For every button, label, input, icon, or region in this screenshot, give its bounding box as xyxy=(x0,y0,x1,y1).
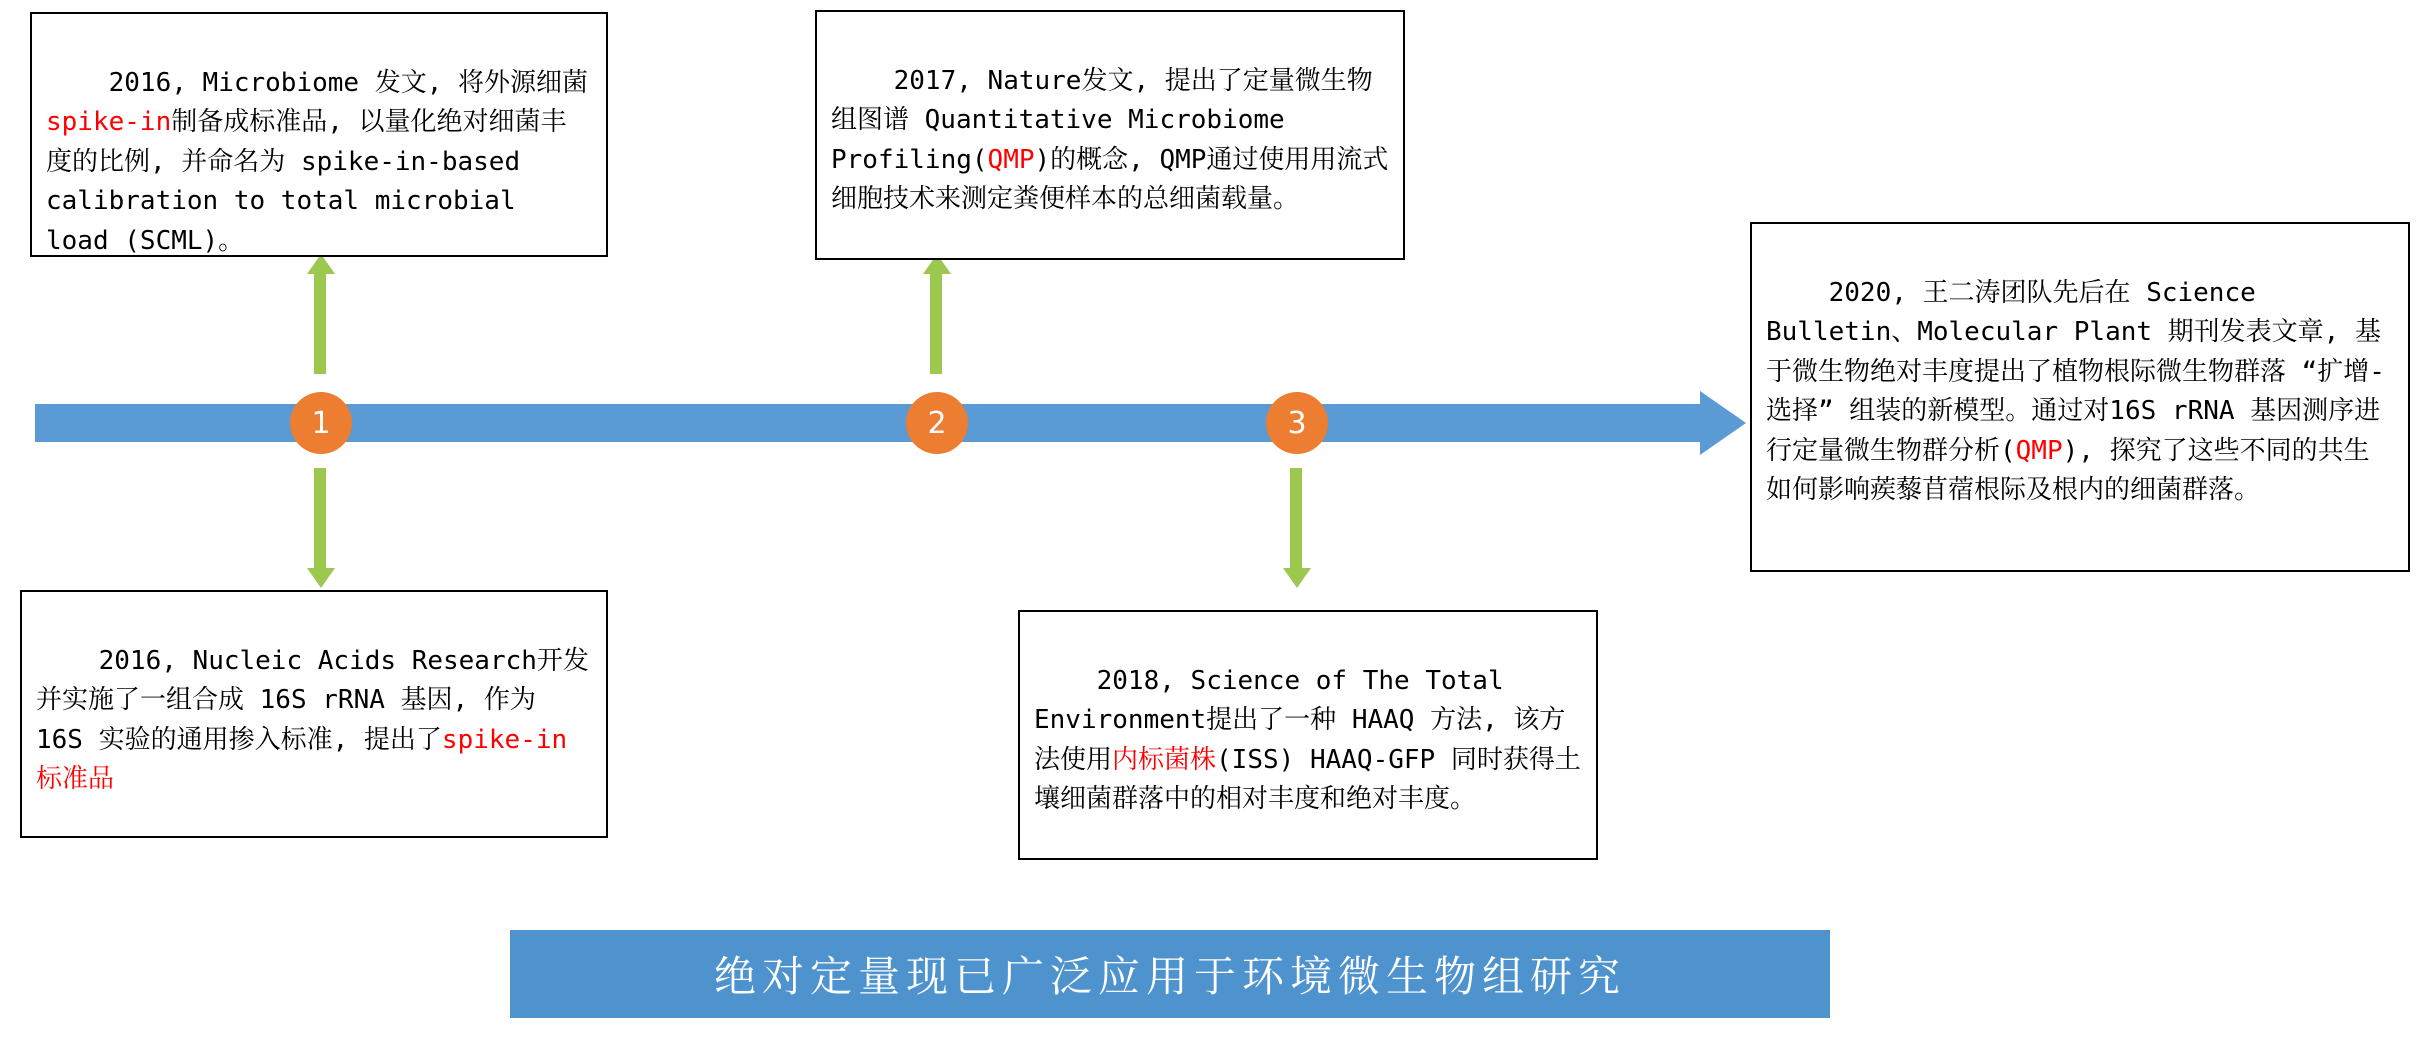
summary-banner-label: 绝对定量现已广泛应用于环境微生物组研究 xyxy=(713,952,1626,1001)
timeline-bar xyxy=(35,404,1700,442)
card-2020-wangertao xyxy=(1750,222,2410,572)
connector-arrow-down-3 xyxy=(1279,468,1315,588)
card-text-segment: 制备成标准品, 以量化绝对细菌丰度的比例, 并命名为 spike-in-based calibration to total microbial load (SCML)。 xyxy=(46,107,567,256)
highlighted-term: QMP xyxy=(2015,435,2063,466)
card-2017-nature xyxy=(815,10,1405,260)
card-2016-microbiome-text xyxy=(46,68,588,256)
highlighted-term: spike-in xyxy=(46,107,172,138)
card-2016-nar-text xyxy=(36,646,589,795)
card-text-segment: 2017, Nature发文, 提出了定量微生物组图谱 Quantitative Microbiome Profiling( xyxy=(831,65,1373,175)
card-text-segment: 2016, Microbiome 发文, 将外源细菌 xyxy=(108,67,589,98)
card-2018-ste xyxy=(1018,610,1598,860)
connector-arrow-up-2 xyxy=(919,254,955,374)
timeline-node-1-label: 1 xyxy=(311,405,331,441)
connector-arrow-down-1 xyxy=(303,468,339,588)
highlighted-term: QMP xyxy=(987,144,1035,175)
timeline-node-3[interactable] xyxy=(1266,392,1328,454)
card-text-segment: 2016, Nucleic Acids Research开发并实施了一组合成 16S rRNA 基因, 作为 16S 实验的通用掺入标准, 提出了 xyxy=(36,645,589,755)
card-text-segment: (ISS) HAAQ-GFP 同时获得土壤细菌群落中的相对丰度和绝对丰度。 xyxy=(1034,744,1581,815)
timeline-node-3-label: 3 xyxy=(1287,405,1307,441)
card-2020-wangertao-text xyxy=(1766,278,2385,506)
card-2017-nature-text xyxy=(831,66,1388,215)
card-text-segment: 2020, 王二涛团队先后在 Science Bulletin、Molecular Plant 期刊发表文章, 基于微生物绝对丰度提出了植物根际微生物群落 “扩增-选择” 组装的新模型。通过对16S rRNA 基因测序进行定量微生物群分析( xyxy=(1766,277,2385,466)
timeline-arrowhead xyxy=(1700,391,1746,455)
card-2016-nar xyxy=(20,590,608,838)
card-text-segment: )的概念, QMP通过使用用流式细胞技术来测定粪便样本的总细菌载量。 xyxy=(831,144,1389,215)
summary-banner xyxy=(510,930,1830,1018)
card-text-segment: ), 探究了这些不同的共生如何影响蒺藜苜蓿根际及根内的细菌群落。 xyxy=(1766,435,2370,506)
highlighted-term: 内标菌株 xyxy=(1112,744,1217,775)
card-2016-microbiome xyxy=(30,12,608,257)
connector-arrow-up-1 xyxy=(303,254,339,374)
card-text-segment: 2018, Science of The Total Environment提出了一种 HAAQ 方法, 该方法使用 xyxy=(1034,665,1566,775)
timeline-node-1[interactable] xyxy=(290,392,352,454)
timeline-node-2-label: 2 xyxy=(927,405,947,441)
highlighted-term: spike-in 标准品 xyxy=(36,724,583,795)
timeline-node-2[interactable] xyxy=(906,392,968,454)
card-2018-ste-text xyxy=(1034,666,1581,815)
